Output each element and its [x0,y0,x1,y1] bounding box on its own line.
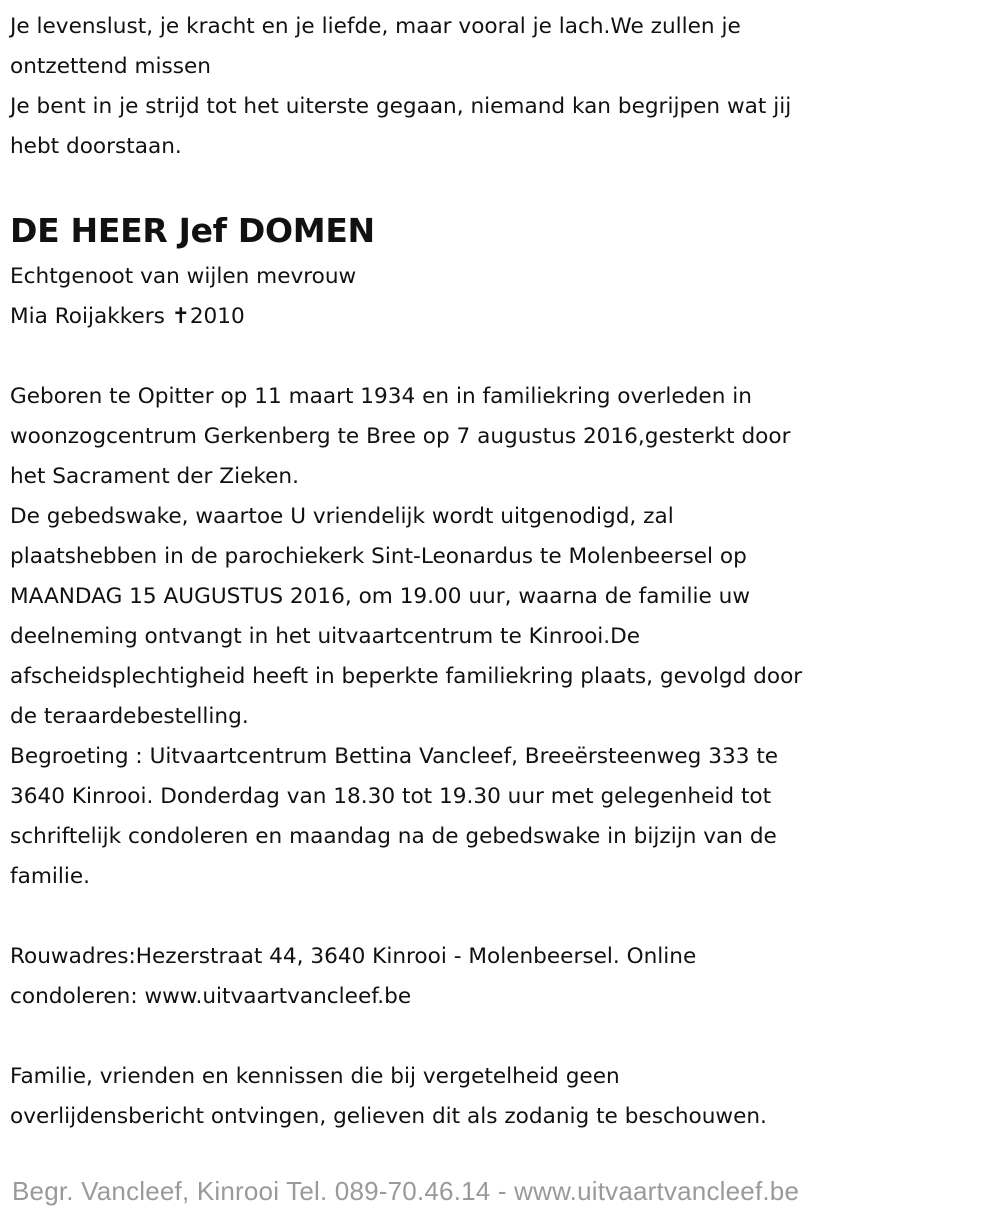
body-line: het Sacrament der Zieken. [10,464,299,489]
body-line: de teraardebestelling. [10,704,249,729]
body-paragraph [10,377,1000,897]
intro-paragraph [10,7,1000,167]
spacer [10,1017,1000,1057]
body-line: deelneming ontvangt in het uitvaartcentrum te Kinrooi.De [10,624,641,649]
body-line: afscheidsplechtigheid heeft in beperkte familiekring plaats, gevolgd door [10,664,803,689]
closing-line: Familie, vrienden en kennissen die bij vergetelheid geen [10,1064,620,1089]
intro-line: ontzettend missen [10,54,211,79]
body-line: De gebedswake, waartoe U vriendelijk wordt uitgenodigd, zal [10,504,674,529]
body-line: 3640 Kinrooi. Donderdag van 18.30 tot 19.30 uur met gelegenheid tot [10,784,772,809]
body-line: schriftelijk condoleren en maandag na de gebedswake in bijzijn van de [10,824,777,849]
body-line: familie. [10,864,91,889]
deceased-name-heading: DE HEER Jef DOMEN [10,211,375,250]
body-line: MAANDAG 15 AUGUSTUS 2016, om 19.00 uur, waarna de familie uw [10,584,750,609]
address-line: Rouwadres:Hezerstraat 44, 3640 Kinrooi - Molenbeersel. Online [10,944,697,969]
intro-line: Je levenslust, je kracht en je liefde, maar vooral je lach.We zullen je [10,14,741,39]
body-line: Begroeting : Uitvaartcentrum Bettina Vancleef, Breeërsteenweg 333 te [10,744,779,769]
obituary-document [10,7,1000,1137]
spouse-line: Mia Roijakkers ✝2010 [10,304,245,329]
spouse-paragraph [10,257,1000,337]
intro-line: Je bent in je strijd tot het uiterste gegaan, niemand kan begrijpen wat jij [10,94,792,119]
intro-line: hebt doorstaan. [10,134,182,159]
body-line: woonzogcentrum Gerkenberg te Bree op 7 augustus 2016,gesterkt door [10,424,791,449]
address-line: condoleren: www.uitvaartvancleef.be [10,984,412,1009]
body-line: Geboren te Opitter op 11 maart 1934 en in familiekring overleden in [10,384,752,409]
closing-paragraph [10,1057,1000,1137]
spacer [10,337,1000,377]
spouse-line: Echtgenoot van wijlen mevrouw [10,264,357,289]
spacer [10,167,1000,207]
body-line: plaatshebben in de parochiekerk Sint-Leonardus te Molenbeersel op [10,544,747,569]
address-paragraph [10,937,1000,1017]
funeral-home-footer: Begr. Vancleef, Kinrooi Tel. 089-70.46.14 - www.uitvaartvancleef.be [12,1176,800,1206]
spacer [10,897,1000,937]
closing-line: overlijdensbericht ontvingen, gelieven dit als zodanig te beschouwen. [10,1104,767,1129]
